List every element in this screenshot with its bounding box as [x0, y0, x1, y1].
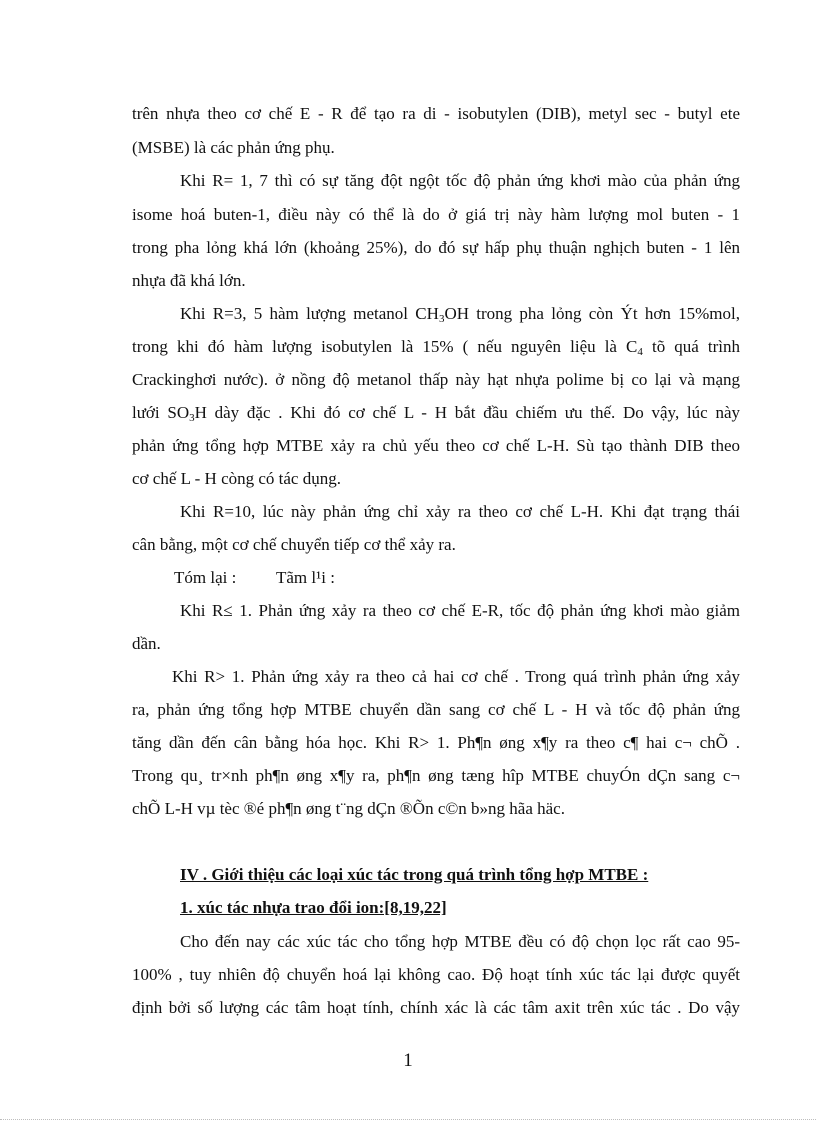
text-line: phản ứng tổng hợp MTBE xảy ra chủ yếu theo cơ chế L-H. Sù tạo thành DIB theo: [132, 436, 740, 455]
text-line: Cho đến nay các xúc tác cho tổng hợp MTBE đều có độ chọn lọc rất cao 95-: [180, 932, 740, 951]
text-line: Crackinghơi nước). ở nồng độ metanol thấp này hạt nhựa polime bị co lại và mạng: [132, 370, 740, 389]
text-line: nhựa đã khá lớn.: [132, 271, 246, 290]
text-line: Khi R> 1. Phản ứng xảy ra theo cả hai cơ chế . Trong quá trình phản ứng xảy: [172, 667, 740, 686]
text-line: isome hoá buten-1, điều này có thể là do ở giá trị này hàm lượng mol buten - 1: [132, 205, 740, 224]
text-line: định bởi số lượng các tâm hoạt tính, chính xác là các tâm axit trên xúc tác . Do vậy: [132, 998, 740, 1017]
text-line: trong pha lỏng khá lớn (khoảng 25%), do đó sự hấp phụ thuận nghịch buten - 1 lên: [132, 238, 740, 257]
page-number: 1: [403, 1050, 413, 1071]
text-line: ra, phản ứng tổng hợp MTBE chuyển dần sang cơ chế L - H và tốc độ phản ứng: [132, 700, 740, 719]
text-line: trong khi đó hàm lượng isobutylen là 15% ( nếu nguyên liệu là $C_4$ tõ quá trình: [132, 337, 740, 358]
text-line: cân bằng, một cơ chế chuyển tiếp cơ thể xảy ra.: [132, 535, 456, 554]
subsection-heading: 1. xúc tác nhựa trao đổi ion:[8,19,22]: [180, 898, 447, 917]
text-line: Khi R=3, 5 hàm lượng metanol $CH_3OH$ trong pha lỏng còn Ýt hơn 15%mol,: [180, 304, 740, 325]
text-line: Trong qu¸ tr×nh ph¶n øng x¶y ra, ph¶n øng tæng hîp MTBE chuyÓn dÇn sang c¬: [132, 766, 740, 785]
text-line: Khi R=10, lúc này phản ứng chỉ xảy ra theo cơ chế L-H. Khi đạt trạng thái: [180, 502, 740, 521]
text-line: Khi R= 1, 7 thì có sự tăng đột ngột tốc độ phản ứng khơi mào của phản ứng: [180, 171, 740, 190]
text-line: tăng dần đến cân bằng hóa học. Khi R> 1. Ph¶n øng x¶y ra theo c¶ hai c¬ chÕ .: [132, 733, 740, 752]
summary-label: Tóm lại :: [174, 568, 237, 587]
text-line: trên nhựa theo cơ chế E - R để tạo ra di - isobutylen (DIB), metyl sec - butyl ete: [132, 104, 740, 123]
text-line: chÕ L-H vµ tèc ®é ph¶n øng t¨ng dÇn ®Õn c©n b»ng hãa häc.: [132, 799, 565, 818]
text-line: dần.: [132, 634, 161, 653]
text-line: 100% , tuy nhiên độ chuyển hoá lại không cao. Độ hoạt tính xúc tác lại được quyết: [132, 965, 740, 984]
text-line: Khi R≤ 1. Phản ứng xảy ra theo cơ chế E-R, tốc độ phản ứng khơi mào giảm: [180, 601, 740, 620]
summary-label-garbled: Tãm l¹i :: [276, 568, 335, 587]
text-line: (MSBE) là các phản ứng phụ.: [132, 138, 335, 157]
page-divider: [0, 1119, 816, 1120]
section-heading: IV . Giới thiệu các loại xúc tác trong quá trình tổng hợp MTBE :: [180, 865, 649, 884]
text-line: cơ chế L - H còng có tác dụng.: [132, 469, 341, 488]
text-line: lưới $SO_3H$ dày đặc . Khi đó cơ chế L - H bắt đầu chiếm ưu thế. Do vậy, lúc này: [132, 403, 740, 424]
